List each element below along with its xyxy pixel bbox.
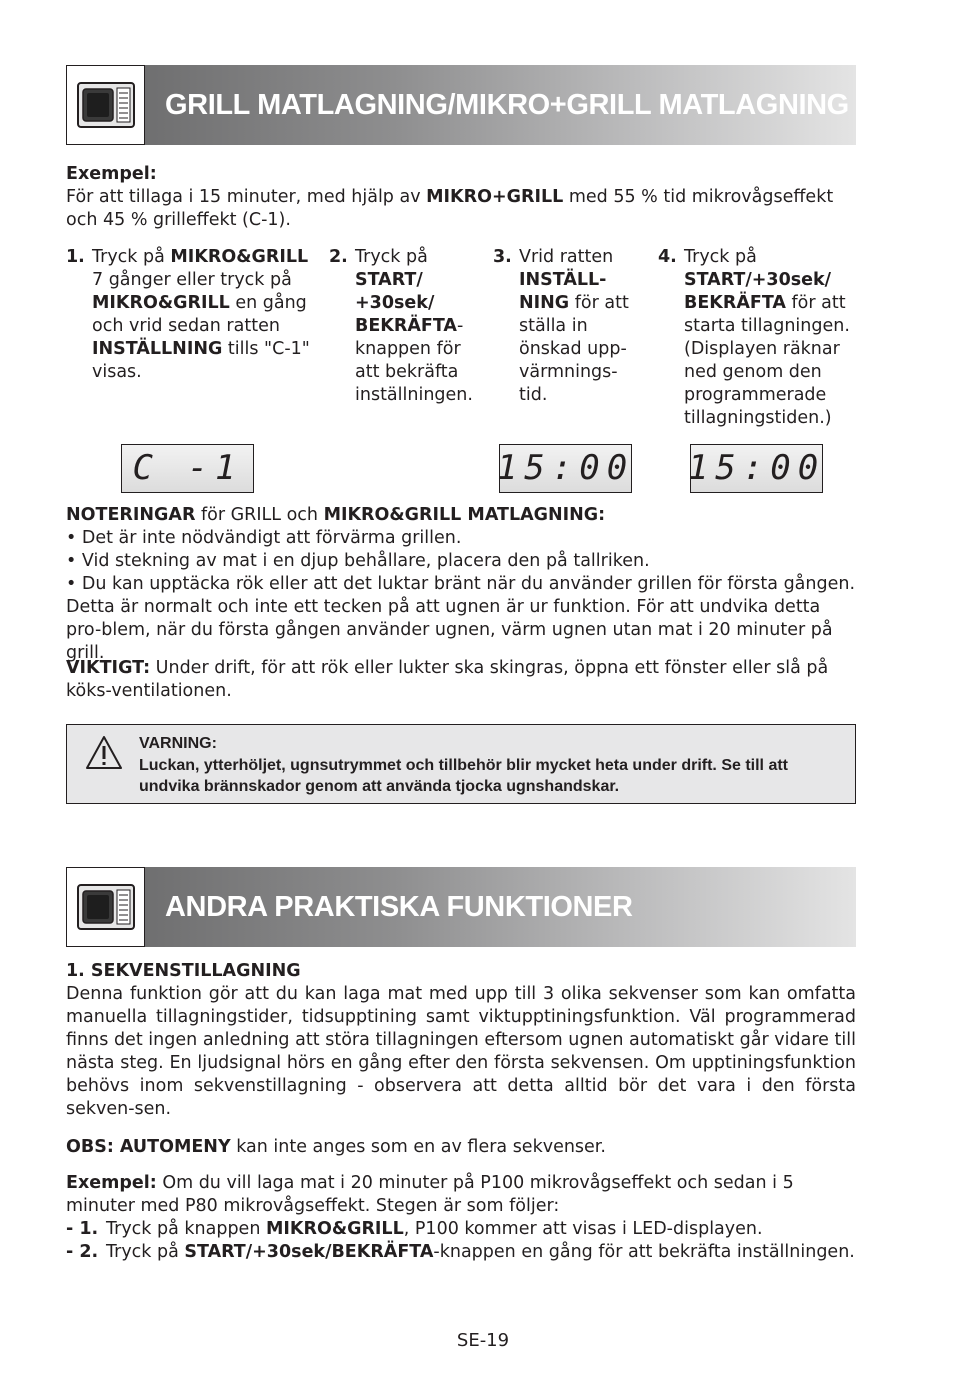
lcd-display-c1 <box>121 444 254 493</box>
lcd-display-time <box>496 444 635 493</box>
warning-icon <box>85 735 123 771</box>
sequence-body: Denna funktion gör att du kan laga mat med upp till 3 olika sekvenser som kan omfatta manuella tillagningstider, tidsupptining samt viktupptiningsfunktion. Väl programmerad finns det ingen anledning att störa tillagningen eftersom ugnen automatiskt går vidare till nästa steg. En ljudsignal hörs en gång efter den första sekvensen. Om upptiningsfunktion behövs inom sekvenstillagning - observera att detta alltid bör det vara i den första sekven-sen. <box>66 984 856 1119</box>
section-title-bar <box>145 65 856 145</box>
warning-text-block <box>139 733 841 798</box>
notes-heading: NOTERINGAR för GRILL och MIKRO&GRILL MATLAGNING: <box>66 505 606 525</box>
step-3 <box>493 246 633 407</box>
example-text: För att tillaga i 15 minuter, med hjälp av <box>66 187 427 207</box>
note-item: • Vid stekning av mat i en djup behållare, placera den på tallriken. <box>66 551 650 571</box>
step-number: 3. <box>493 247 512 267</box>
example-label: Exempel: <box>66 164 157 184</box>
section-header-grill <box>66 65 856 145</box>
example-paragraph <box>66 163 856 232</box>
section-title: GRILL MATLAGNING/MIKRO+GRILL MATLAGNING <box>165 88 849 121</box>
step-text: Vrid ratten INSTÄLL-NING för att ställa in önskad upp-värmnings-tid. <box>519 247 629 405</box>
example-text-end: med 55 % tid mikrovågseffekt och 45 % grilleffekt (C-1). <box>66 187 834 230</box>
page-number: SE-19 <box>456 1330 510 1351</box>
lcd-text: 15:00 <box>496 448 635 488</box>
warning-title: VARNING: <box>139 735 217 752</box>
note-item: • Du kan upptäcka rök eller att det luktar bränt när du använder grillen för första gången. Detta är normalt och inte ett tecken på att ugnen är ur funktion. För att undvika detta pro-blem, när du första gången använder ugnen, värm ugnen utan mat i 20 minuter på grill. <box>66 574 856 663</box>
example-bold: MIKRO+GRILL <box>426 187 564 207</box>
lcd-text: C -1 <box>132 448 243 488</box>
example2-paragraph <box>66 1172 856 1264</box>
step-1 <box>66 246 316 384</box>
sequence-section <box>66 960 856 1121</box>
section-header-other-functions <box>66 867 856 947</box>
step-text: Tryck på MIKRO&GRILL 7 gånger eller tryck på MIKRO&GRILL en gång och vrid sedan ratten INSTÄLLNING tills "C-1" visas. <box>92 247 310 382</box>
obs-paragraph <box>66 1136 856 1159</box>
important-paragraph <box>66 657 856 703</box>
obs-label: OBS: AUTOMENY <box>66 1137 231 1157</box>
important-label: VIKTIGT: <box>66 658 151 678</box>
step-number: 1. <box>66 247 85 267</box>
example-text: Om du vill laga mat i 20 minuter på P100 mikrovågseffekt och sedan i 5 minuter med P80 mikrovågseffekt. Stegen är som följer: <box>66 1173 794 1216</box>
note-item: • Det är inte nödvändigt att förvärma grillen. <box>66 528 462 548</box>
lcd-display-time-2 <box>687 444 826 493</box>
obs-text: kan inte anges som en av flera sekvenser. <box>230 1137 606 1157</box>
step-2 <box>329 246 479 407</box>
sequence-step-1: - 1. Tryck på knappen MIKRO&GRILL, P100 kommer att visas i LED-displayen. <box>66 1219 763 1239</box>
warning-text: Luckan, ytterhöljet, ugnsutrymmet och tillbehör blir mycket heta under drift. Se till att undvika brännskador genom att använda tjocka ugnshandskar. <box>139 756 788 795</box>
warning-box <box>66 724 856 804</box>
notes-section <box>66 504 856 665</box>
steps-row <box>66 246 856 436</box>
step-text: Tryck på START/+30sek/ BEKRÄFTA för att starta tillagningen. (Displayen räknar ned genom den programmerade tillagningstiden.) <box>684 247 850 428</box>
section-title-bar <box>145 867 856 947</box>
microwave-icon <box>66 65 145 145</box>
section-title: ANDRA PRAKTISKA FUNKTIONER <box>165 890 633 923</box>
important-text: Under drift, för att rök eller lukter ska skingras, öppna ett fönster eller slå på köks-ventilationen. <box>66 658 829 701</box>
step-number: 2. <box>329 247 348 267</box>
example-label: Exempel: <box>66 1173 157 1193</box>
step-4 <box>658 246 858 430</box>
lcd-text: 15:00 <box>687 448 826 488</box>
sub-heading: 1. SEKVENSTILLAGNING <box>66 961 301 981</box>
step-number: 4. <box>658 247 677 267</box>
step-text: Tryck på START/ +30sek/ BEKRÄFTA-knappen för att bekräfta inställningen. <box>355 247 473 405</box>
microwave-icon <box>66 867 145 947</box>
sequence-step-2: - 2. Tryck på START/+30sek/BEKRÄFTA-knappen en gång för att bekräfta inställningen. <box>66 1242 855 1262</box>
